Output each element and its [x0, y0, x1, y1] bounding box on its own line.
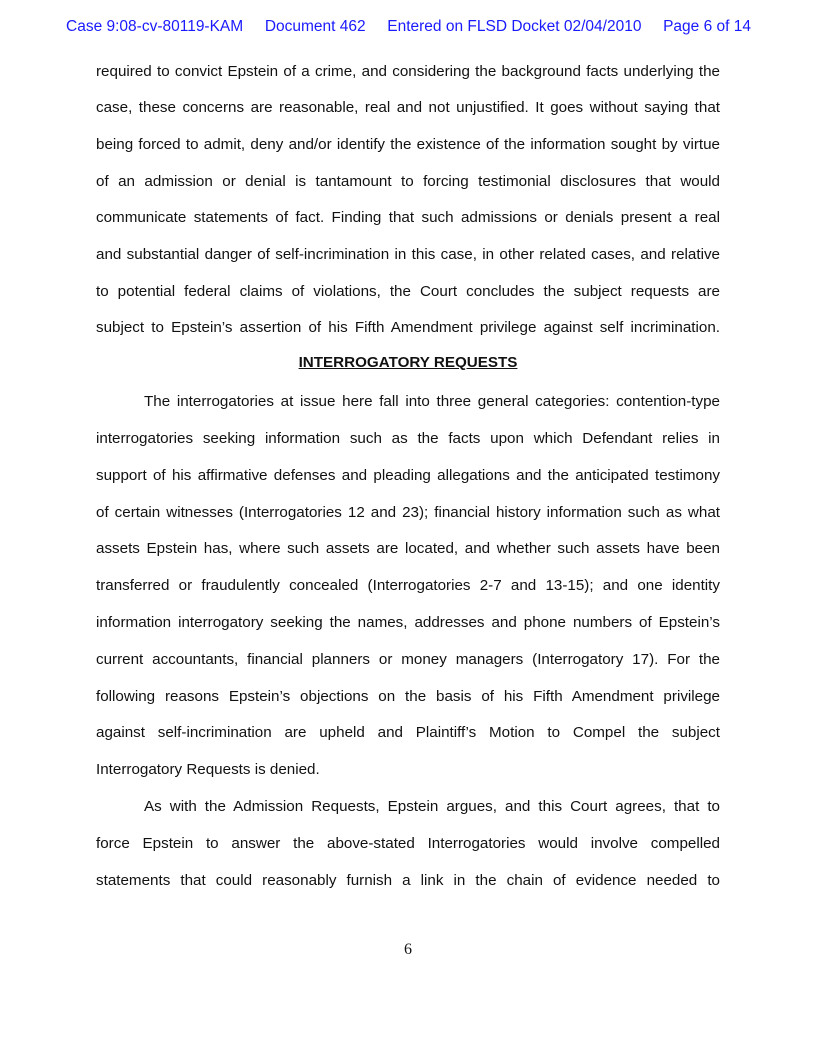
text-line: current accountants, financial planners or money managers (Interrogatory 17). For the: [96, 651, 720, 668]
text-line: statements that could reasonably furnish a link in the chain of evidence needed to: [96, 872, 720, 889]
text-line: Interrogatory Requests is denied.: [96, 761, 320, 778]
section-heading: INTERROGATORY REQUESTS: [298, 354, 518, 371]
text-line: support of his affirmative defenses and pleading allegations and the anticipated testimony: [96, 467, 720, 484]
text-line: subject to Epstein’s assertion of his Fifth Amendment privilege against self incrimination.: [96, 319, 720, 336]
text-line: following reasons Epstein’s objections on the basis of his Fifth Amendment privilege: [96, 688, 720, 705]
case-number: Case 9:08-cv-80119-KAM: [66, 18, 244, 35]
text-line: to potential federal claims of violations, the Court concludes the subject requests are: [96, 283, 720, 300]
text-line: against self-incrimination are upheld and Plaintiff’s Motion to Compel the subject: [96, 724, 720, 741]
page-count: Page 6 of 14: [663, 18, 751, 35]
entered-date: Entered on FLSD Docket 02/04/2010: [387, 18, 642, 35]
page-number: 6: [404, 941, 412, 958]
text-line: required to convict Epstein of a crime, and considering the background facts underlying the: [96, 63, 720, 80]
text-line: The interrogatories at issue here fall into three general categories: contention-type: [144, 393, 720, 410]
text-line: As with the Admission Requests, Epstein argues, and this Court agrees, that to: [144, 798, 720, 815]
text-line: information interrogatory seeking the names, addresses and phone numbers of Epstein’s: [96, 614, 720, 631]
text-line: of certain witnesses (Interrogatories 12 and 23); financial history information such as what: [96, 504, 720, 521]
text-line: interrogatories seeking information such as the facts upon which Defendant relies in: [96, 430, 720, 447]
text-line: force Epstein to answer the above-stated Interrogatories would involve compelled: [96, 835, 720, 852]
text-line: case, these concerns are reasonable, real and not unjustified. It goes without saying that: [96, 99, 720, 116]
document-number: Document 462: [264, 18, 366, 35]
docket-header: [66, 18, 751, 36]
text-line: communicate statements of fact. Finding that such admissions or denials present a real: [96, 209, 720, 226]
text-line: assets Epstein has, where such assets are located, and whether such assets have been: [96, 540, 720, 557]
text-line: transferred or fraudulently concealed (Interrogatories 2-7 and 13-15); and one identity: [96, 577, 720, 594]
text-line: of an admission or denial is tantamount to forcing testimonial disclosures that would: [96, 173, 720, 190]
text-line: being forced to admit, deny and/or identify the existence of the information sought by virtue: [96, 136, 720, 153]
text-line: and substantial danger of self-incrimination in this case, in other related cases, and relative: [96, 246, 720, 263]
